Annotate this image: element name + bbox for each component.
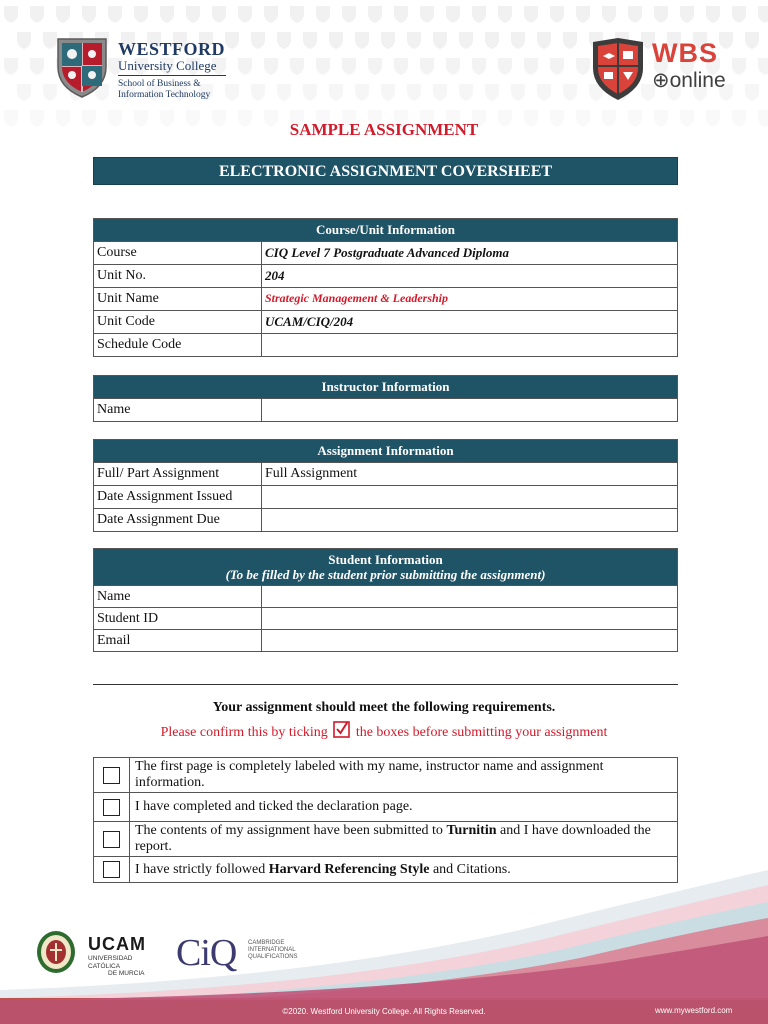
ucam-seal-icon [36, 930, 76, 974]
table-row [94, 586, 678, 608]
westford-school-line1: School of Business & [118, 79, 201, 89]
westford-logo [54, 36, 234, 102]
instructor-name-label: Name [94, 399, 262, 422]
req-3-pre: The contents of my assignment have been submitted to [135, 823, 447, 838]
table-row [94, 399, 678, 422]
table-row [94, 288, 678, 311]
date-due-label: Date Assignment Due [94, 509, 262, 532]
globe-icon: ⊕ [652, 69, 670, 92]
student-email-label: Email [94, 630, 262, 652]
checklist-cell [94, 758, 130, 793]
req-1-text: The first page is completely labeled with my name, instructor name and assignment information. [135, 759, 604, 790]
checklist-text [130, 758, 678, 793]
table-row [94, 608, 678, 630]
assignment-info-table [93, 439, 678, 532]
student-id-label: Student ID [94, 608, 262, 630]
student-name-field[interactable] [262, 586, 678, 608]
requirement-checkbox-2[interactable] [103, 799, 120, 816]
course-value: CIQ Level 7 Postgraduate Advanced Diploma [265, 244, 509, 260]
req-3-post: and I have downloaded the report. [135, 823, 651, 854]
table-row [94, 509, 678, 532]
ucam-sub [88, 955, 160, 978]
schedule-code-field[interactable] [262, 334, 678, 357]
coversheet-banner: ELECTRONIC ASSIGNMENT COVERSHEET [93, 157, 678, 185]
course-field[interactable] [262, 242, 678, 265]
req-4-pre: I have strictly followed [135, 861, 269, 877]
checklist-row [94, 793, 678, 822]
student-info-table [93, 548, 678, 652]
page-title: SAMPLE ASSIGNMENT [289, 120, 479, 139]
student-info-header [94, 549, 678, 586]
ciq-sub-line2: INTERNATIONAL [248, 947, 296, 953]
confirm-text-before: Please confirm this by ticking [160, 725, 328, 740]
unit-no-label: Unit No. [94, 265, 262, 288]
westford-school [118, 79, 210, 100]
table-row [94, 334, 678, 357]
confirm-text-after: the boxes before submitting your assignment [355, 725, 608, 740]
checklist-cell [94, 793, 130, 822]
unit-code-label: Unit Code [94, 311, 262, 334]
wbs-shield-icon [590, 36, 646, 102]
date-issued-label: Date Assignment Issued [94, 486, 262, 509]
copyright: ©2020. Westford University College. All Rights Reserved. [282, 1007, 486, 1016]
unit-name-label: Unit Name [94, 288, 262, 311]
req-2-text: I have completed and ticked the declaration page. [135, 799, 413, 814]
ciq-sub-line1: CAMBRIDGE [248, 940, 285, 946]
full-part-label: Full/ Part Assignment [94, 463, 262, 486]
instructor-name-field[interactable] [262, 399, 678, 422]
table-row [94, 486, 678, 509]
student-name-label: Name [94, 586, 262, 608]
schedule-code-label: Schedule Code [94, 334, 262, 357]
unit-code-value: UCAM/CIQ/204 [265, 313, 354, 329]
ticked-checkbox-icon [333, 721, 350, 738]
unit-no-value: 204 [265, 267, 285, 283]
confirm-instruction [0, 721, 768, 741]
table-row [94, 265, 678, 288]
unit-code-field[interactable] [262, 311, 678, 334]
westford-shield-icon [54, 36, 110, 100]
requirement-checkbox-1[interactable] [103, 767, 120, 784]
assignment-info-header: Assignment Information [94, 440, 678, 463]
wbs-online-logo [590, 36, 730, 102]
ciq-mark: CiQ [176, 932, 237, 974]
course-info-table [93, 218, 678, 357]
wbs-brand: WBS [652, 38, 718, 68]
course-info-header: Course/Unit Information [94, 219, 678, 242]
unit-no-field[interactable] [262, 265, 678, 288]
date-due-field[interactable] [262, 509, 678, 532]
wbs-online-text: online [669, 69, 726, 92]
wbs-online [652, 68, 726, 93]
requirements-heading: Your assignment should meet the following requirements. [212, 700, 556, 715]
req-4-bold: Harvard Referencing Style [268, 861, 430, 877]
instructor-info-table [93, 375, 678, 422]
table-row [94, 463, 678, 486]
table-row [94, 630, 678, 652]
checklist-text [130, 793, 678, 822]
ucam-logo [36, 930, 160, 976]
unit-name-value: Strategic Management & Leadership [265, 291, 448, 305]
section-divider [93, 684, 678, 685]
checklist-row [94, 758, 678, 793]
student-info-subtitle: (To be filled by the student prior submitting the assignment) [225, 567, 546, 582]
ucam-name: UCAM [88, 934, 146, 954]
ciq-logo [176, 934, 306, 974]
req-3-bold: Turnitin [446, 823, 497, 838]
date-issued-field[interactable] [262, 486, 678, 509]
westford-name: WESTFORD [118, 39, 226, 59]
student-info-title: Student Information [328, 552, 443, 567]
course-label: Course [94, 242, 262, 265]
student-id-field[interactable] [262, 608, 678, 630]
ciq-sub [248, 940, 298, 961]
student-email-field[interactable] [262, 630, 678, 652]
unit-name-field[interactable] [262, 288, 678, 311]
table-row [94, 242, 678, 265]
ucam-sub-line2: DE MURCIA [108, 970, 145, 977]
full-part-field[interactable]: Full Assignment [262, 463, 678, 486]
instructor-info-header: Instructor Information [94, 376, 678, 399]
req-4-post: and Citations. [429, 861, 511, 877]
table-row [94, 311, 678, 334]
ucam-sub-line1: UNIVERSIDAD CATÓLICA [88, 955, 133, 970]
ciq-sub-line3: QUALIFICATIONS [248, 954, 298, 960]
westford-sub: University College [118, 58, 217, 73]
westford-divider [118, 75, 226, 76]
website-link[interactable]: www.mywestford.com [655, 1006, 733, 1015]
westford-school-line2: Information Technology [118, 89, 211, 100]
